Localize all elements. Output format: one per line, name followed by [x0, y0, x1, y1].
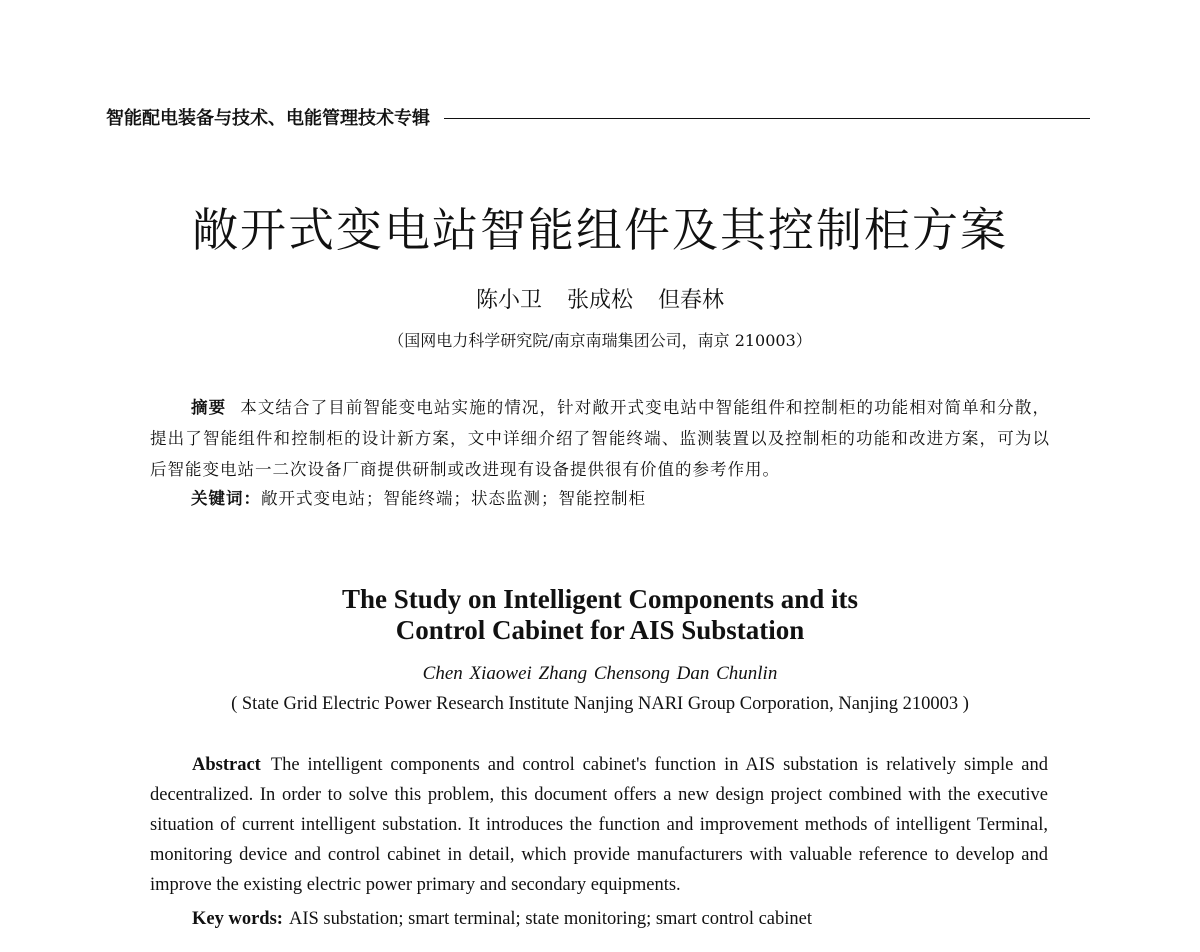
- chinese-title: 敞开式变电站智能组件及其控制柜方案: [192, 203, 1008, 257]
- chinese-authors: 陈小卫 张成松 但春林: [476, 288, 724, 313]
- chinese-keywords-text: 敞开式变电站；智能终端；状态监测；智能控制柜: [261, 489, 646, 508]
- chinese-abstract-text: 本文结合了目前智能变电站实施的情况，针对敞开式变电站中智能组件和控制柜的功能相对简单和分散，提出了智能组件和控制柜的设计新方案，文中详细介绍了智能终端、监测装置以及控制柜的功能和改进方案，可为以后智能变电站一二次设备厂商提供研制或改进现有设备提供很有价值的参考作用。: [150, 398, 1051, 479]
- chinese-keywords-label: 关键词：: [191, 489, 261, 508]
- header-rule: [444, 118, 1090, 119]
- english-abstract-block: [150, 750, 1048, 934]
- english-affiliation: ( State Grid Electric Power Research Institute Nanjing NARI Group Corporation, Nanjing 210003 ): [231, 694, 969, 714]
- english-title-line-1: The Study on Intelligent Components and its: [341, 584, 859, 614]
- chinese-abstract-block: [150, 392, 1050, 513]
- english-title: [0, 584, 1200, 646]
- chinese-abstract: [150, 392, 1050, 485]
- english-abstract-text: The intelligent components and control cabinet's function in AIS substation is relatively simple and decentralized. In order to solve this problem, this document offers a new design project combined with the executive situation of current intelligent substation. It introduces the function and improvement methods of intelligent Terminal, monitoring device and control cabinet in detail, which provide manufacturers with valuable reference to develop and improve the existing electric power primary and secondary equipments.: [150, 755, 1048, 895]
- english-keywords-label: Key words:: [192, 909, 283, 929]
- running-title: 智能配电装备与技术、电能管理技术专辑: [106, 108, 430, 129]
- english-keywords-text: AIS substation; smart terminal; state monitoring; smart control cabinet: [288, 909, 812, 929]
- english-keywords: [150, 904, 1048, 934]
- english-title-line-2: Control Cabinet for AIS Substation: [395, 615, 805, 645]
- english-abstract-label: Abstract: [192, 755, 261, 775]
- english-abstract: [150, 750, 1048, 900]
- chinese-abstract-label: 摘要: [191, 398, 227, 417]
- running-header: [106, 104, 1090, 130]
- chinese-keywords: [150, 485, 1050, 513]
- english-authors: Chen Xiaowei Zhang Chensong Dan Chunlin: [422, 663, 778, 684]
- chinese-affiliation: （国网电力科学研究院/南京南瑞集团公司，南京 210003）: [388, 331, 812, 350]
